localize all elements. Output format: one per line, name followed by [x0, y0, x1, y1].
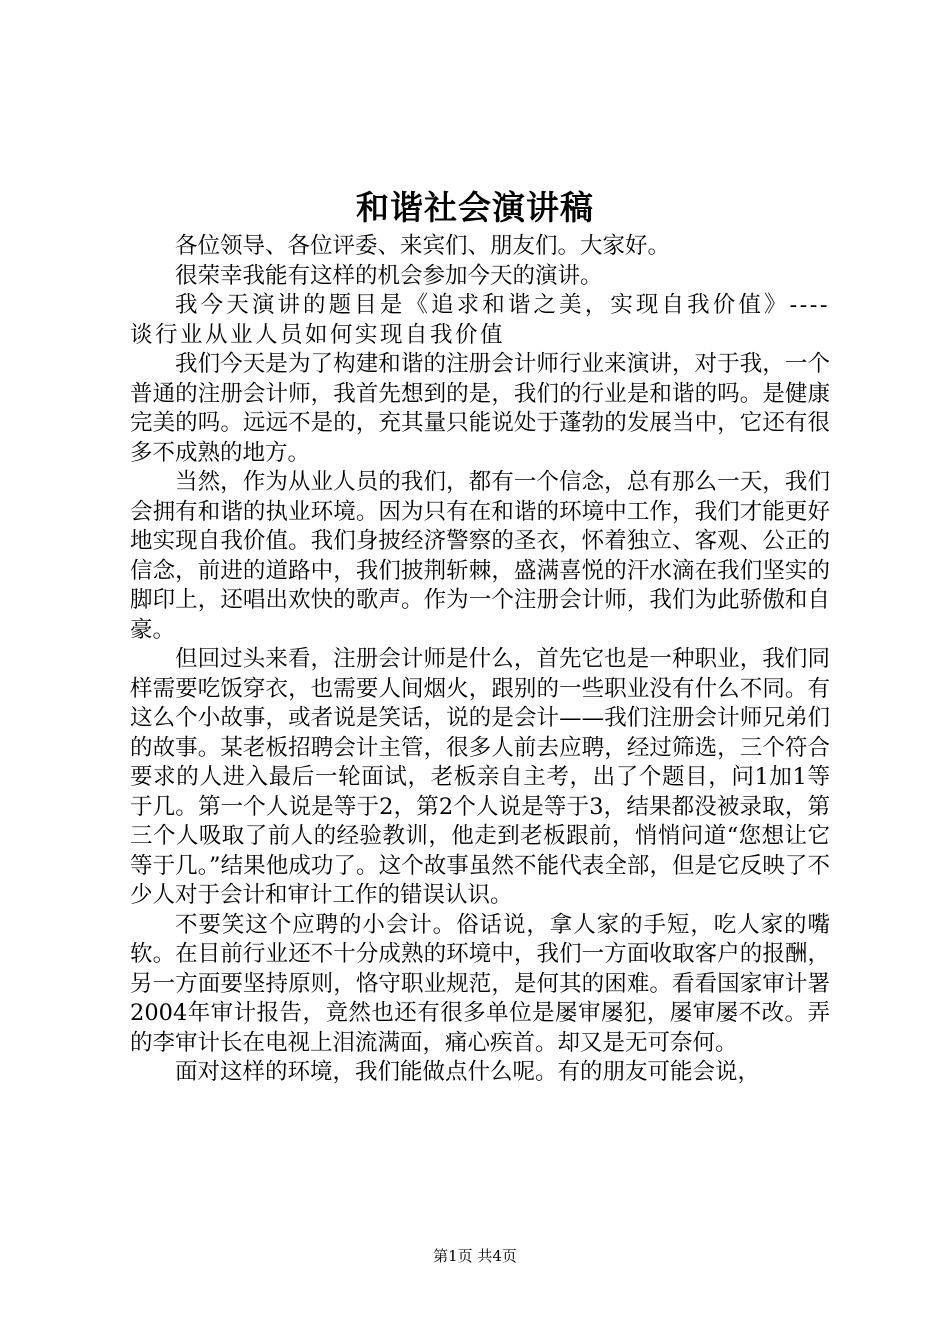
paragraph-body: 但回过头来看，注册会计师是什么，首先它也是一种职业，我们同样需要吃饭穿衣，也需要人间烟火，跟别的一些职业没有什么不同。有这么个小故事，或者说是笑话，说的是会计——我们注册会计师兄弟们的故事。某老板招聘会计主管，很多人前去应聘，经过筛选，三个符合要求的人进入最后一轮面试，老板亲自主考，出了个题目，问1加1等于几。第一个人说是等于2，第2个人说是等于3，结果都没被录取，第三个人吸取了前人的经验教训，他走到老板跟前，悄悄问道“您想让它等于几。”结果他成功了。这个故事虽然不能代表全部，但是它反映了不少人对于会计和审计工作的错误认识。 [130, 646, 830, 908]
page-number-footer: 第1页 共4页 [433, 1247, 517, 1265]
paragraph-body: 我们今天是为了构建和谐的注册会计师行业来演讲，对于我，一个普通的注册会计师，我首先想到的是，我们的行业是和谐的吗。是健康完美的吗。远远不是的，充其量只能说处于蓬勃的发展当中，它还有很多不成熟的地方。 [130, 351, 830, 466]
paragraph-body: 当然，作为从业人员的我们，都有一个信念，总有那么一天，我们会拥有和谐的执业环境。因为只有在和谐的环境中工作，我们才能更好地实现自我价值。我们身披经济警察的圣衣，怀着独立、客观、公正的信念，前进的道路中，我们披荆斩棘，盛满喜悦的汗水滴在我们坚实的脚印上，还唱出欢快的歌声。作为一个注册会计师，我们为此骄傲和自豪。 [130, 469, 830, 643]
paragraph-body: 面对这样的环境，我们能做点什么呢。有的朋友可能会说， [175, 1059, 761, 1085]
paragraph-opening: 很荣幸我能有这样的机会参加今天的演讲。 [175, 262, 603, 289]
paragraph-topic: 我今天演讲的题目是《追求和谐之美，实现自我价值》----谈行业从业人员如何实现自我价值 [130, 292, 830, 348]
paragraph-body: 不要笑这个应聘的小会计。俗话说，拿人家的手短，吃人家的嘴软。在目前行业还不十分成熟的环境中，我们一方面收取客户的报酬，另一方面要坚持原则，恪守职业规范，是何其的困难。看看国家审计署2004年审计报告，竟然也还有很多单位是屡审屡犯，屡审屡不改。弄的李审计长在电视上泪流满面，痛心疾首。却又是无可奈何。 [130, 911, 830, 1056]
document-body [130, 232, 830, 1088]
paragraph-greeting: 各位领导、各位评委、来宾们、朋友们。大家好。 [175, 233, 671, 259]
document-title: 和谐社会演讲稿 [356, 188, 594, 227]
